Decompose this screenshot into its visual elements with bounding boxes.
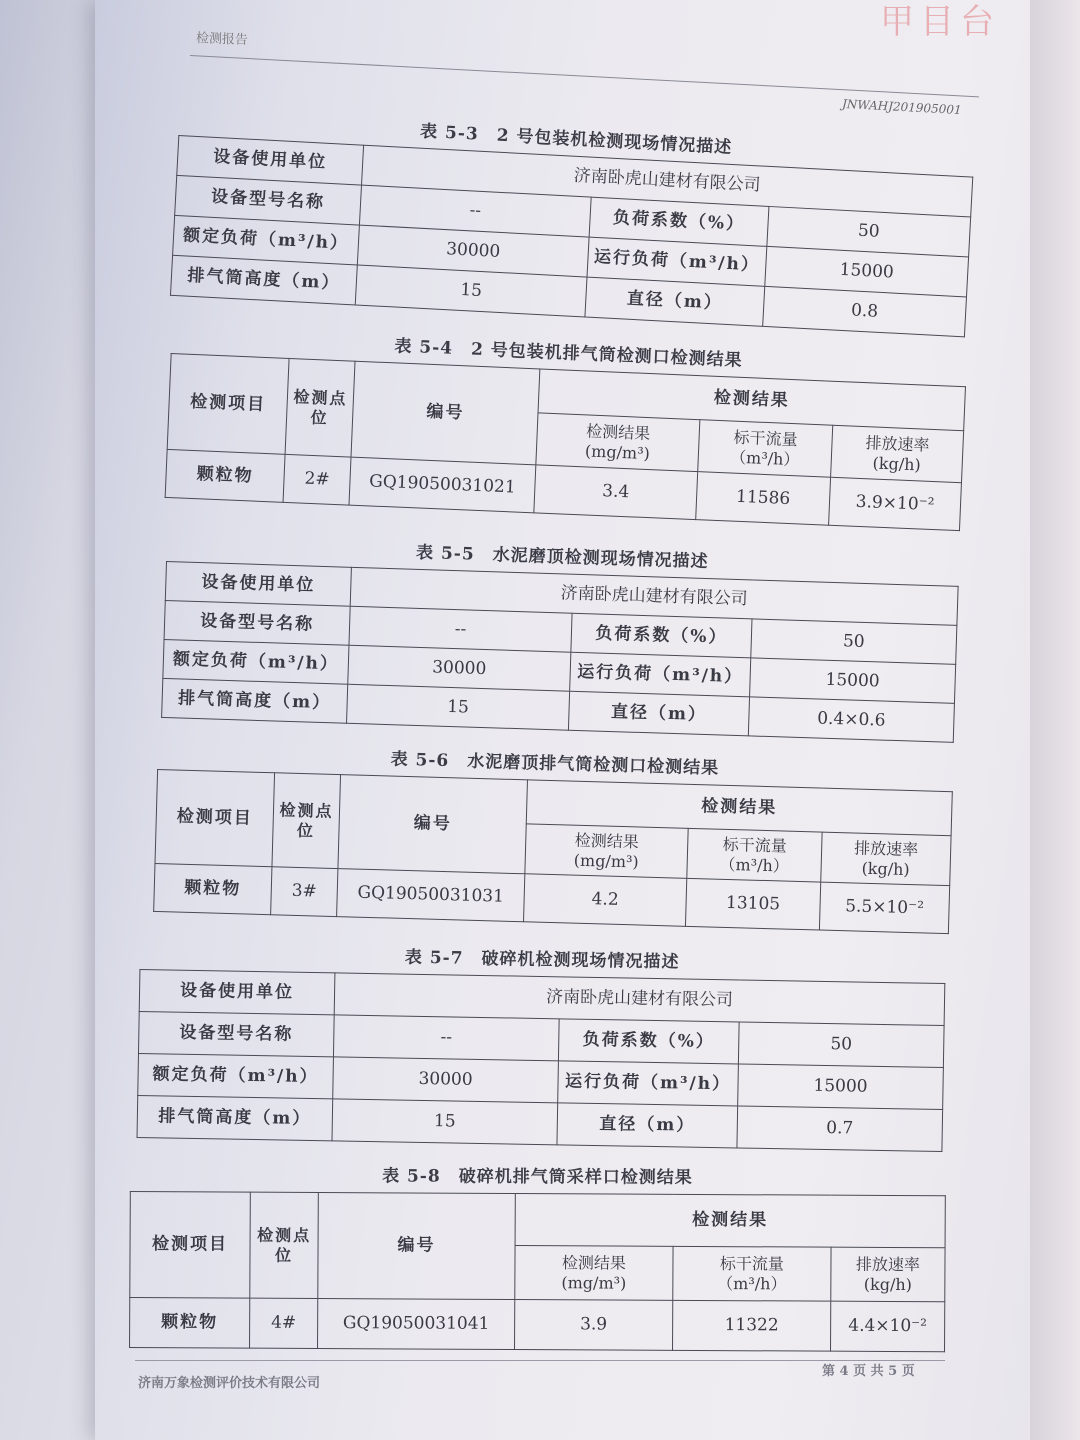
point-value: 2# (283, 454, 351, 505)
load-factor-value: 50 (738, 1022, 944, 1068)
flow-value: 11322 (673, 1300, 831, 1351)
height-value: 15 (332, 1099, 558, 1145)
unit-label: 设备使用单位 (139, 970, 335, 1015)
rated-load-value: 30000 (357, 225, 589, 277)
footer-page-number: 第 4 页 共 5 页 (822, 1364, 915, 1379)
header-item: 检测项目 (155, 770, 275, 867)
rate-value: 5.5×10⁻² (819, 882, 949, 934)
model-value: -- (359, 185, 591, 237)
model-value: -- (333, 1015, 559, 1061)
header-code: 编号 (318, 1192, 516, 1299)
code-value: GQ19050031021 (349, 457, 536, 513)
height-label: 排气筒高度（m） (170, 255, 357, 305)
model-label: 设备型号名称 (138, 1011, 334, 1056)
table-5-8 (129, 1191, 946, 1352)
header-item: 检测项目 (167, 353, 289, 454)
diameter-value: 0.4×0.6 (748, 697, 954, 742)
rated-load-label: 额定负荷（m³/h） (138, 1053, 334, 1098)
run-load-value: 15000 (738, 1064, 944, 1110)
header-item: 检测项目 (130, 1192, 251, 1299)
concentration-value: 3.4 (534, 465, 698, 520)
header-point: 检测点位 (272, 773, 341, 869)
run-load-label: 运行负荷（m³/h） (587, 237, 767, 286)
table-5-8-block (129, 1160, 945, 1352)
model-value: -- (349, 606, 572, 652)
load-factor-value: 50 (767, 206, 971, 257)
red-stamp: 甲目台 (880, 2, 1000, 42)
rated-load-value: 30000 (333, 1057, 559, 1103)
concentration-value: 4.2 (524, 874, 687, 927)
header-flow: 标干流量 （m³/h） (673, 1246, 831, 1301)
header-flow: 标干流量 （m³/h） (687, 828, 822, 882)
table-5-6-block (153, 738, 953, 934)
unit-value: 济南卧虎山建材有限公司 (362, 145, 973, 217)
unit-label: 设备使用单位 (177, 135, 364, 185)
header-rate: 排放速率 (kg/h) (831, 425, 964, 482)
header-results: 检测结果 (538, 369, 966, 431)
table-5-7-caption: 表 5-7 破碎机检测现场情况描述 (404, 947, 680, 973)
height-label: 排气筒高度（m） (137, 1095, 333, 1140)
footer-company: 济南万象检测评价技术有限公司 (138, 1376, 321, 1391)
item-value: 颗粒物 (165, 449, 285, 502)
height-label: 排气筒高度（m） (162, 678, 348, 723)
load-factor-value: 50 (751, 619, 957, 664)
point-value: 4# (250, 1298, 318, 1348)
unit-value: 济南卧虎山建材有限公司 (334, 973, 945, 1026)
rated-load-label: 额定负荷（m³/h） (163, 639, 349, 684)
header-code: 编号 (338, 775, 528, 874)
table-5-8-caption: 表 5-8 破碎机排气筒采样口检测结果 (382, 1166, 693, 1188)
table-5-5-caption: 表 5-5 水泥磨顶检测现场情况描述 (415, 542, 709, 573)
rate-value: 3.9×10⁻² (829, 477, 962, 530)
diameter-value: 0.7 (737, 1106, 943, 1152)
concentration-value: 3.9 (515, 1300, 673, 1351)
load-factor-label: 负荷系数（%） (571, 613, 752, 658)
unit-label: 设备使用单位 (165, 562, 351, 607)
run-load-value: 15000 (750, 658, 956, 703)
height-value: 15 (355, 265, 587, 317)
item-value: 颗粒物 (130, 1298, 250, 1349)
table-5-5-block (161, 530, 959, 743)
header-concentration: 检测结果 (mg/m³) (536, 413, 700, 472)
run-load-label: 运行负荷（m³/h） (558, 1061, 739, 1106)
header-concentration: 检测结果 (mg/m³) (525, 824, 688, 879)
background-strip (1030, 0, 1080, 1440)
table-5-6 (153, 769, 953, 934)
header-code: 编号 (351, 361, 540, 465)
model-label: 设备型号名称 (175, 175, 362, 225)
header-flow: 标干流量 （m³/h） (698, 420, 833, 478)
diameter-label: 直径（m） (557, 1103, 738, 1148)
table-5-6-caption: 表 5-6 水泥磨顶排气筒检测口检测结果 (390, 749, 720, 779)
flow-value: 13105 (685, 878, 820, 930)
header-point: 检测点位 (250, 1192, 319, 1298)
report-number: JNWAHJ201905001 (841, 96, 962, 118)
code-value: GQ19050031041 (318, 1298, 515, 1349)
item-value: 颗粒物 (154, 863, 272, 914)
load-factor-label: 负荷系数（%） (558, 1019, 739, 1064)
header-point: 检测点位 (285, 358, 355, 457)
rated-load-label: 额定负荷（m³/h） (173, 215, 360, 265)
table-5-4-block (165, 322, 967, 531)
table-5-7-block (137, 938, 945, 1152)
header-rate: 排放速率 (kg/h) (831, 1247, 945, 1302)
code-value: GQ19050031031 (337, 869, 525, 922)
point-value: 3# (271, 867, 338, 917)
header-results: 检测结果 (526, 780, 952, 836)
table-5-3-caption: 表 5-3 2 号包装机检测现场情况描述 (419, 121, 733, 158)
height-value: 15 (347, 684, 570, 730)
model-label: 设备型号名称 (164, 600, 350, 645)
rated-load-value: 30000 (348, 645, 571, 691)
diameter-label: 直径（m） (585, 277, 765, 326)
run-load-value: 15000 (765, 246, 969, 297)
diameter-value: 0.8 (763, 286, 967, 337)
run-load-label: 运行负荷（m³/h） (570, 652, 751, 697)
header-rate: 排放速率 (kg/h) (821, 832, 951, 886)
report-header-left: 检测报告 (195, 31, 249, 48)
rate-value: 4.4×10⁻² (831, 1301, 945, 1352)
load-factor-label: 负荷系数（%） (589, 197, 769, 246)
table-5-4-caption: 表 5-4 2 号包装机排气筒检测口检测结果 (394, 336, 743, 371)
unit-value: 济南卧虎山建材有限公司 (350, 567, 958, 625)
header-concentration: 检测结果 (mg/m³) (515, 1246, 673, 1301)
flow-value: 11586 (696, 472, 831, 526)
header-results: 检测结果 (515, 1194, 945, 1248)
table-5-7 (137, 969, 946, 1152)
table-5-5 (161, 561, 959, 743)
diameter-label: 直径（m） (568, 691, 749, 736)
